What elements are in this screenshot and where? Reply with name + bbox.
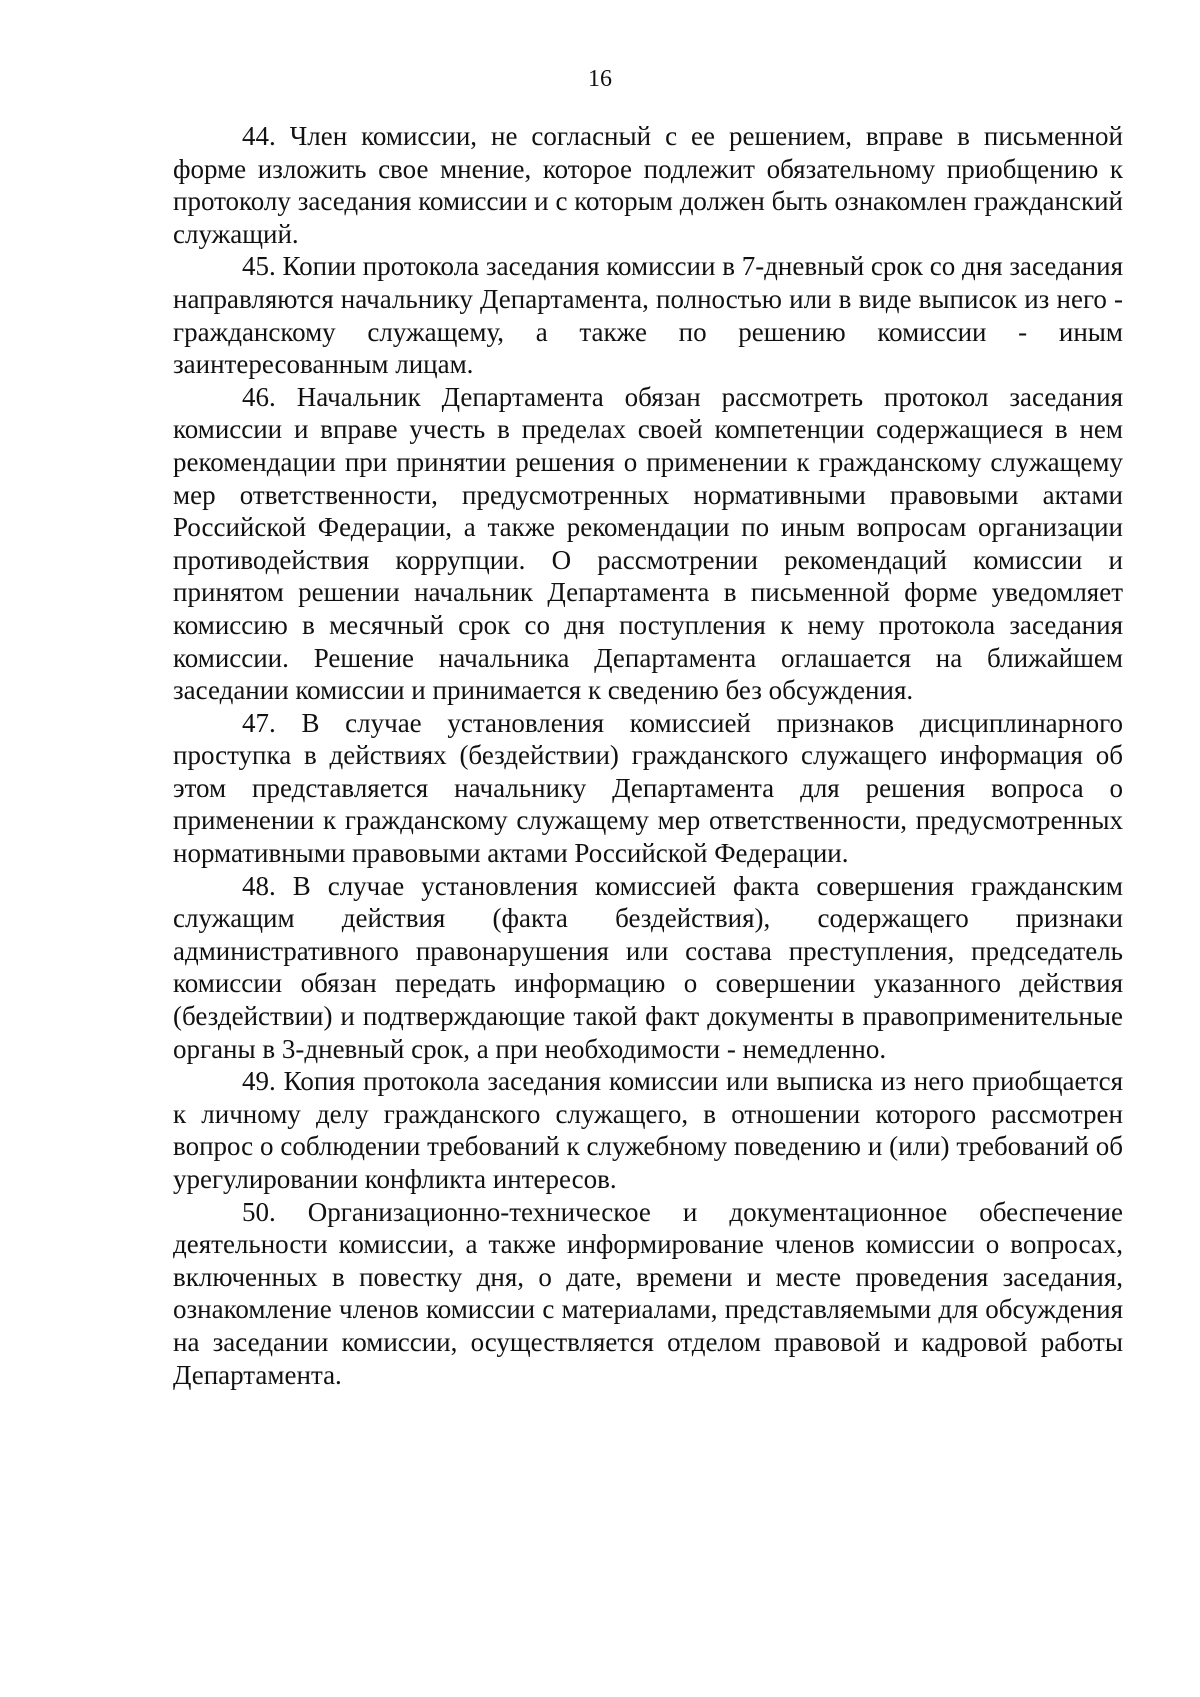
page-number: 16 (588, 66, 612, 92)
paragraph-50: 50. Организационно-техническое и документационное обеспечение деятельности комиссии, а также информирование членов комиссии о вопросах, включенных в повестку дня, о дате, времени и месте проведения заседания, ознакомление членов комиссии с материалами, представляемыми для обсуждения на заседании комиссии, осуществляется отделом правовой и кадровой работы Департамента. (173, 1196, 1123, 1390)
paragraph-45: 45. Копии протокола заседания комиссии в 7-дневный срок со дня заседания направляются начальнику Департамента, полностью или в виде выписок из него - гражданскому служащему, а также по решению комиссии - иным заинтересованным лицам. (173, 251, 1123, 380)
document-body (173, 120, 1123, 1391)
paragraph-46: 46. Начальник Департамента обязан рассмотреть протокол заседания комиссии и вправе учесть в пределах своей компетенции содержащиеся в нем рекомендации при принятии решения о применении к гражданскому служащему мер ответственности, предусмотренных нормативными правовыми актами Российской Федерации, а также рекомендации по иным вопросам организации противодействия коррупции. О рассмотрении рекомендаций комиссии и принятом решении начальник Департамента в письменной форме уведомляет комиссию в месячный срок со дня поступления к нему протокола заседания комиссии. Решение начальника Департамента оглашается на ближайшем заседании комиссии и принимается к сведению без обсуждения. (173, 381, 1123, 706)
paragraph-49: 49. Копия протокола заседания комиссии или выписка из него приобщается к личному делу гражданского служащего, в отношении которого рассмотрен вопрос о соблюдении требований к служебному поведению и (или) требований об урегулировании конфликта интересов. (173, 1066, 1123, 1194)
paragraph-44: 44. Член комиссии, не согласный с ее решением, вправе в письменной форме изложить свое мнение, которое подлежит обязательному приобщению к протоколу заседания комиссии и с которым должен быть ознакомлен гражданский служащий. (173, 121, 1123, 249)
paragraph-48: 48. В случае установления комиссией факта совершения гражданским служащим действия (факта бездействия), содержащего признаки административного правонарушения или состава преступления, председатель комиссии обязан передать информацию о совершении указанного действия (бездействии) и подтверждающие такой факт документы в правоприменительные органы в 3-дневный срок, а при необходимости - немедленно. (173, 870, 1123, 1064)
paragraph-47: 47. В случае установления комиссией признаков дисциплинарного проступка в действиях (бездействии) гражданского служащего информация об этом представляется начальнику Департамента для решения вопроса о применении к гражданскому служащему мер ответственности, предусмотренных нормативными правовыми актами Российской Федерации. (173, 707, 1123, 869)
